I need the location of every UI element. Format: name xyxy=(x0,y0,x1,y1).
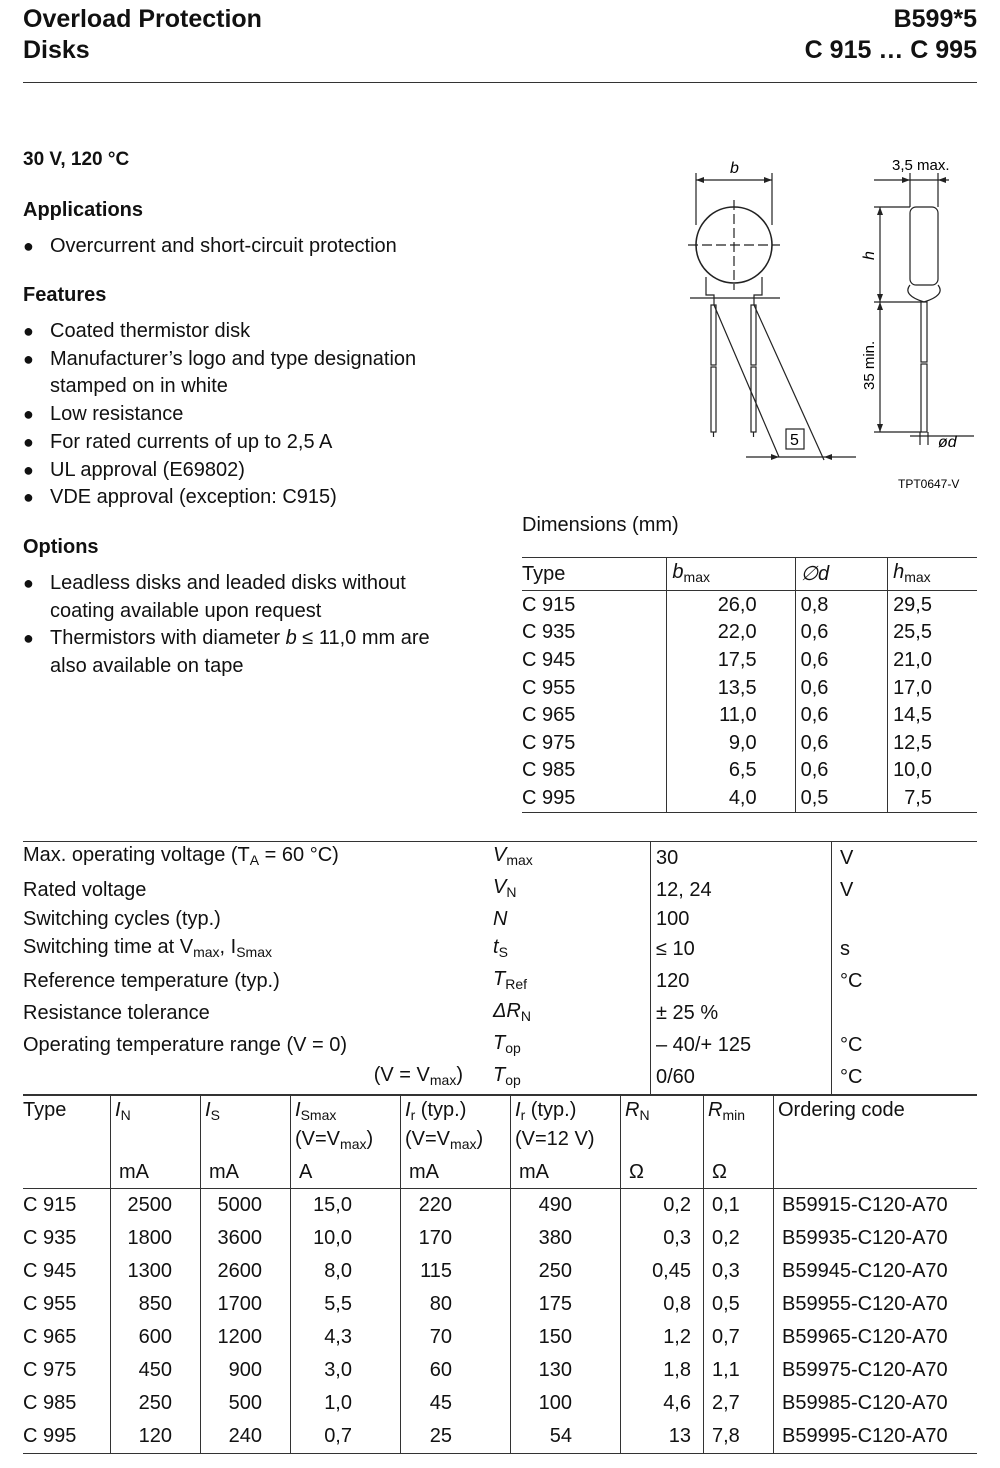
table-cell: 25 xyxy=(401,1420,511,1454)
col-type: Type xyxy=(23,1099,67,1121)
table-cell: 7,5 xyxy=(888,784,977,812)
table-cell: 17,5 xyxy=(667,646,795,674)
table-cell: 250 xyxy=(511,1255,621,1288)
table-cell: C 935 xyxy=(522,621,576,644)
table-cell: 120 xyxy=(111,1420,201,1454)
list-item: ● Low resistance xyxy=(23,401,473,429)
table-cell: 1,8 xyxy=(621,1354,704,1387)
table-row: Operating temperature range (V = 0) $T_{op}$ – 40/+ 125 °C xyxy=(23,1030,977,1062)
table-cell: 5000 xyxy=(201,1189,291,1223)
table-cell: C 985 xyxy=(522,759,576,782)
table-cell: 13 xyxy=(621,1420,704,1454)
features-heading: Features xyxy=(23,284,107,306)
table-cell: 21,0 xyxy=(888,646,977,674)
header-divider xyxy=(23,82,977,83)
col-h: $h_{max}$ xyxy=(888,558,977,591)
table-cell: 0,6 xyxy=(795,729,887,757)
applications-heading: Applications xyxy=(23,199,144,221)
table-cell: 900 xyxy=(201,1354,291,1387)
features-list xyxy=(23,318,473,512)
list-item: ● VDE approval (exception: C915) xyxy=(23,484,473,512)
table-cell: 115 xyxy=(401,1255,511,1288)
list-item: ● Coated thermistor disk xyxy=(23,318,473,346)
label-d: ød xyxy=(938,434,957,451)
table-cell: 1,0 xyxy=(291,1387,401,1420)
table-cell: 15,0 xyxy=(291,1189,401,1223)
table-row xyxy=(522,674,977,702)
table-cell: 490 xyxy=(511,1189,621,1223)
page-title xyxy=(23,4,262,66)
table-cell: 0,7 xyxy=(704,1321,774,1354)
unit-cell: Ω xyxy=(704,1160,774,1189)
label-35-min: 35 min. xyxy=(861,340,878,390)
table-cell: 0,6 xyxy=(795,757,887,785)
code-line-2: C 915 … C 995 xyxy=(804,36,977,64)
table-cell: 0,45 xyxy=(621,1255,704,1288)
col-ir-12v: $I_r$ (typ.) (V=12 V) xyxy=(511,1096,621,1161)
table-cell: 600 xyxy=(111,1321,201,1354)
table-cell: 130 xyxy=(511,1354,621,1387)
col-type: Type xyxy=(522,558,667,591)
table-cell: 13,5 xyxy=(667,674,795,702)
table-cell: 170 xyxy=(401,1222,511,1255)
table-row: Reference temperature (typ.) $T_{Ref}$ 120 °C xyxy=(23,966,977,998)
table-cell: 22,0 xyxy=(667,619,795,647)
table-cell: 0,2 xyxy=(704,1222,774,1255)
table-cell: 10,0 xyxy=(291,1222,401,1255)
table-cell: C 945 xyxy=(23,1260,77,1282)
col-is: $I_S$ xyxy=(201,1096,291,1161)
table-cell: 5,5 xyxy=(291,1288,401,1321)
table-cell: 11,0 xyxy=(667,701,795,729)
parameters-table xyxy=(23,841,977,1095)
table-row xyxy=(23,1387,977,1420)
options-list xyxy=(23,570,463,681)
label-h: h xyxy=(861,251,878,260)
list-item: ● UL approval (E69802) xyxy=(23,457,473,485)
table-row xyxy=(522,646,977,674)
col-ismax: $I_{Smax}$ $(V=V_{max})$ xyxy=(291,1096,401,1161)
table-row: Rated voltage $V_N$ 12, 24 V xyxy=(23,874,977,906)
table-cell: 0,7 xyxy=(291,1420,401,1454)
table-cell: 70 xyxy=(401,1321,511,1354)
table-cell: C 965 xyxy=(23,1326,77,1348)
table-cell: C 995 xyxy=(23,1425,77,1447)
units-row xyxy=(23,1160,977,1189)
label-5: 5 xyxy=(790,432,799,449)
label-b: b xyxy=(730,160,739,177)
list-item: ● Thermistors with diameter b ≤ 11,0 mm are also available on tape xyxy=(23,625,463,680)
table-cell: 0,1 xyxy=(704,1189,774,1223)
table-cell: 1,2 xyxy=(621,1321,704,1354)
label-3-5-max: 3,5 max. xyxy=(892,157,950,174)
table-row: Max. operating voltage ($T_A = 60$ °C) $V_{max}$ 30 V xyxy=(23,842,977,875)
table-cell: C 935 xyxy=(23,1227,77,1249)
dimensions-table xyxy=(522,557,977,813)
table-cell: 29,5 xyxy=(888,591,977,619)
table-cell: 0,5 xyxy=(795,784,887,812)
table-row xyxy=(522,619,977,647)
col-d: ∅d xyxy=(795,558,887,591)
table-cell: 6,5 xyxy=(667,757,795,785)
table-cell: 1700 xyxy=(201,1288,291,1321)
table-cell: 0,3 xyxy=(621,1222,704,1255)
table-cell: 0,6 xyxy=(795,646,887,674)
table-cell: 1800 xyxy=(111,1222,201,1255)
table-row xyxy=(23,1420,977,1454)
table-cell: 4,3 xyxy=(291,1321,401,1354)
table-cell: 500 xyxy=(201,1387,291,1420)
table-row xyxy=(522,729,977,757)
table-row xyxy=(23,1354,977,1387)
table-cell: 2,7 xyxy=(704,1387,774,1420)
table-cell: B59995-C120-A70 xyxy=(774,1420,978,1454)
table-cell: B59955-C120-A70 xyxy=(774,1288,978,1321)
table-row xyxy=(522,591,977,619)
col-in: $I_N$ xyxy=(111,1096,201,1161)
col-rmin: $R_{min}$ xyxy=(704,1096,774,1161)
dimensions-caption: Dimensions (mm) xyxy=(522,514,679,536)
unit-cell: mA xyxy=(401,1160,511,1189)
table-cell: B59985-C120-A70 xyxy=(774,1387,978,1420)
table-cell: 3600 xyxy=(201,1222,291,1255)
table-cell: 250 xyxy=(111,1387,201,1420)
table-row: Switching time at $V_{max}$, $I_{Smax}$ $t_S$ ≤ 10 s xyxy=(23,934,977,966)
table-row: Resistance tolerance $\Delta R_N$ ± 25 % xyxy=(23,998,977,1030)
unit-cell xyxy=(774,1160,978,1189)
table-cell: C 945 xyxy=(522,648,576,671)
table-row xyxy=(522,784,977,812)
unit-cell: mA xyxy=(111,1160,201,1189)
table-cell: 54 xyxy=(511,1420,621,1454)
table-cell: 0,8 xyxy=(621,1288,704,1321)
col-rn: $R_N$ xyxy=(621,1096,704,1161)
table-cell: C 915 xyxy=(522,593,576,616)
table-cell: 10,0 xyxy=(888,757,977,785)
table-row xyxy=(23,1222,977,1255)
unit-cell: mA xyxy=(201,1160,291,1189)
list-item: ● Manufacturer’s logo and type designation stamped on in white xyxy=(23,346,473,401)
table-row xyxy=(522,701,977,729)
unit-cell: A xyxy=(291,1160,401,1189)
col-ir-vmax: $I_r$ (typ.) $(V=V_{max})$ xyxy=(401,1096,511,1161)
drawing-ref: TPT0647-V xyxy=(898,477,960,491)
table-cell: 60 xyxy=(401,1354,511,1387)
table-row xyxy=(23,1255,977,1288)
col-b: $b_{max}$ xyxy=(667,558,795,591)
table-header-row xyxy=(522,558,977,591)
col-ordering-code: Ordering code xyxy=(774,1096,978,1161)
table-cell: C 955 xyxy=(23,1293,77,1315)
table-row xyxy=(522,757,977,785)
table-cell: C 955 xyxy=(522,676,576,699)
code-line-1: B599*5 xyxy=(893,5,977,33)
table-cell: C 915 xyxy=(23,1194,77,1216)
table-cell: 240 xyxy=(201,1420,291,1454)
table-cell: C 985 xyxy=(23,1392,77,1414)
unit-cell: mA xyxy=(511,1160,621,1189)
table-cell: 0,8 xyxy=(795,591,887,619)
table-cell: 0,5 xyxy=(704,1288,774,1321)
dimension-drawing xyxy=(684,145,979,495)
table-cell: B59975-C120-A70 xyxy=(774,1354,978,1387)
table-cell: 9,0 xyxy=(667,729,795,757)
table-cell: 0,6 xyxy=(795,674,887,702)
title-line-2: Disks xyxy=(23,36,90,64)
unit-cell: Ω xyxy=(621,1160,704,1189)
table-cell: 175 xyxy=(511,1288,621,1321)
table-row: Switching cycles (typ.) N 100 xyxy=(23,906,977,934)
table-cell: B59935-C120-A70 xyxy=(774,1222,978,1255)
list-item: ● Leadless disks and leaded disks without coating available upon request xyxy=(23,570,463,625)
table-header-row xyxy=(23,1096,977,1161)
title-line-1: Overload Protection xyxy=(23,5,262,33)
types-table xyxy=(23,1095,977,1454)
table-cell: 2500 xyxy=(111,1189,201,1223)
table-cell: 25,5 xyxy=(888,619,977,647)
table-cell: 17,0 xyxy=(888,674,977,702)
table-cell: 150 xyxy=(511,1321,621,1354)
table-cell: C 975 xyxy=(23,1359,77,1381)
table-row xyxy=(23,1288,977,1321)
table-cell: 2600 xyxy=(201,1255,291,1288)
table-cell: 45 xyxy=(401,1387,511,1420)
table-cell: 100 xyxy=(511,1387,621,1420)
table-cell: 1,1 xyxy=(704,1354,774,1387)
table-row xyxy=(23,1321,977,1354)
table-cell: 12,5 xyxy=(888,729,977,757)
table-cell: B59915-C120-A70 xyxy=(774,1189,978,1223)
table-cell: 0,3 xyxy=(704,1255,774,1288)
table-cell: 80 xyxy=(401,1288,511,1321)
list-item: ● For rated currents of up to 2,5 A xyxy=(23,429,473,457)
table-cell: C 995 xyxy=(522,784,667,812)
table-cell: 0,6 xyxy=(795,701,887,729)
unit-cell xyxy=(23,1160,111,1189)
spec-line: 30 V, 120 °C xyxy=(23,149,130,170)
table-cell: 7,8 xyxy=(704,1420,774,1454)
table-row: $(V = V_{max})$ $T_{op}$ 0/60 °C xyxy=(23,1062,977,1095)
table-cell: 850 xyxy=(111,1288,201,1321)
table-cell: 450 xyxy=(111,1354,201,1387)
applications-list xyxy=(23,233,493,261)
table-cell: 4,6 xyxy=(621,1387,704,1420)
options-heading: Options xyxy=(23,536,99,558)
table-cell: 3,0 xyxy=(291,1354,401,1387)
table-cell: 4,0 xyxy=(667,784,795,812)
table-cell: 14,5 xyxy=(888,701,977,729)
table-cell: 8,0 xyxy=(291,1255,401,1288)
table-cell: 220 xyxy=(401,1189,511,1223)
table-cell: 380 xyxy=(511,1222,621,1255)
table-cell: B59965-C120-A70 xyxy=(774,1321,978,1354)
table-cell: 1200 xyxy=(201,1321,291,1354)
table-cell: 1300 xyxy=(111,1255,201,1288)
table-cell: 0,2 xyxy=(621,1189,704,1223)
table-cell: 0,6 xyxy=(795,619,887,647)
part-code xyxy=(805,4,977,66)
table-cell: 26,0 xyxy=(667,591,795,619)
table-cell: C 975 xyxy=(522,731,576,754)
table-cell: B59945-C120-A70 xyxy=(774,1255,978,1288)
table-row xyxy=(23,1189,977,1223)
table-cell: C 965 xyxy=(522,704,576,727)
list-item: ● Overcurrent and short-circuit protection xyxy=(23,233,493,261)
